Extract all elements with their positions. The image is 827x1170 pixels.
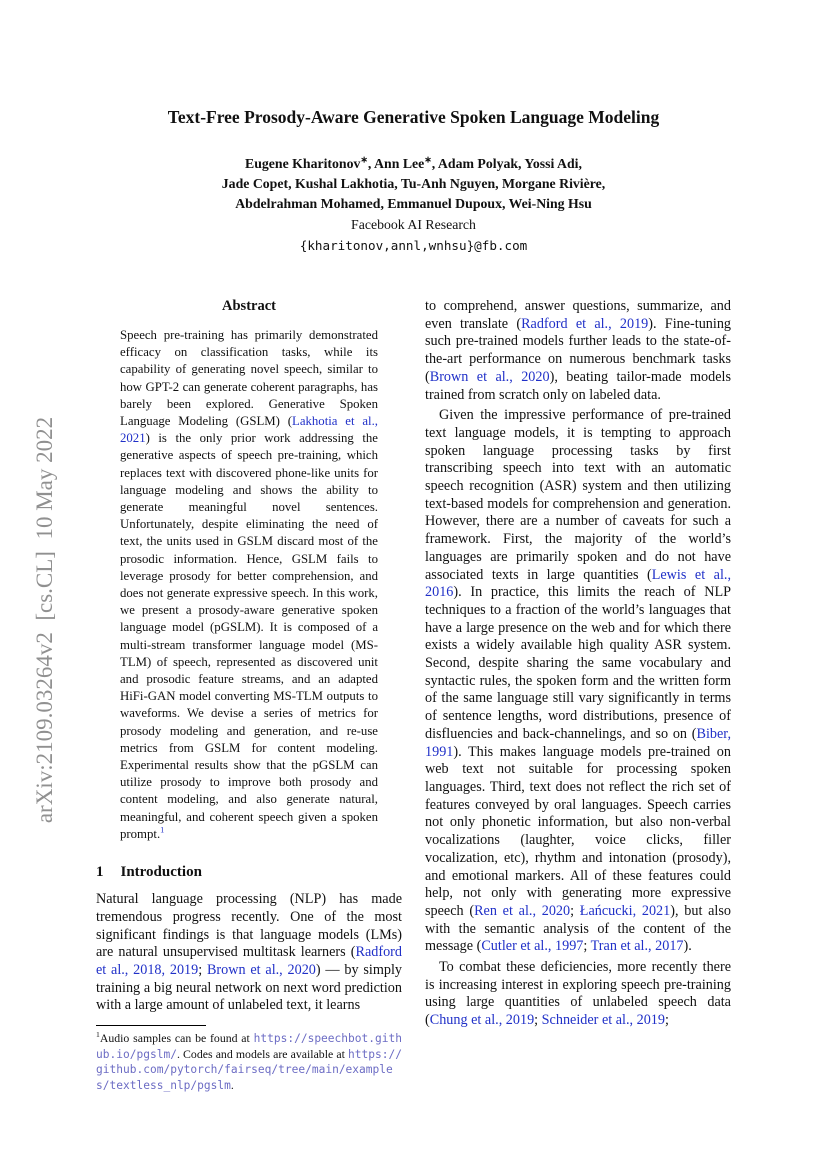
- superscript-marker: ∗: [360, 154, 368, 165]
- footnote-rule: [96, 1025, 206, 1026]
- abstract-section: [96, 298, 402, 843]
- citation-link[interactable]: Cutler et al., 1997: [481, 938, 584, 955]
- abstract-text: Speech pre-training has primarily demonstrated efficacy on classification tasks, while its capability of generating novel speech, similar to how GPT-2 can generate coherent paragraphs, has barely been explored. Generative Spoken Language Modeling (GSLM) (Lakhotia et al., 2021) is the only prior work addressing the generative aspects of speech pre-training, which replaces text with discovered phone-like units for language modeling and shows the ability to generate meaningful novel sentences. Unfortunately, despite eliminating the need of text, the units used in GSLM discard most of the prosodic information. Hence, GSLM fails to leverage prosody for better comprehension, and does not generate expressive speech. In this work, we present a prosody-aware generative spoken language model (pGSLM). It is composed of a multi-stream transformer language model (MS-TLM) of speech, represented as discovered unit and prosodic feature streams, and an adapted HiFi-GAN model converting MS-TLM outputs to waveforms. We devise a series of metrics for prosody modeling and generation, and re-use metrics from GSLM for content modeling. Experimental results show that the pGSLM can utilize prosody to improve both prosody and content modeling, and also generate natural, meaningful, and coherent speech given a spoken prompt.$^1$: [120, 328, 378, 841]
- paragraph: to comprehend, answer questions, summarize, and even translate (Radford et al., 2019). Fine-tuning such pre-trained models further leads to the state-of-the-art performance on numerous benchmark tasks (Brown et al., 2020), beating tailor-made models trained from scratch only on labeled data.: [425, 298, 732, 403]
- footnote-text: $^1$Audio samples can be found at https://speechbot.github.io/pgslm/. Codes and models are available at https://github.com/pytorch/fairseq/tree/main/examples/textless_nlp/pgslm.: [96, 1030, 402, 1092]
- citation-link[interactable]: Brown et al., 2020: [206, 961, 316, 978]
- arxiv-watermark: arXiv:2109.03264v2 [cs.CL] 10 May 2022: [32, 416, 57, 824]
- citation-link[interactable]: 1: [160, 825, 165, 835]
- paper-header: [0, 0, 827, 255]
- two-column-body: [0, 298, 827, 1093]
- citation-link[interactable]: Radford et al., 2018, 2019: [96, 944, 402, 978]
- url-link[interactable]: https://github.com/pytorch/fairseq/tree/main/examples/textless_nlp/pgslm: [96, 1047, 402, 1092]
- affiliation: Facebook AI Research: [351, 217, 476, 232]
- citation-link[interactable]: Schneider et al., 2019: [541, 1012, 665, 1029]
- paragraph: To combat these deficiencies, more recently there is increasing interest in exploring speech pre-training using large quantities of unlabeled speech data (Chung et al., 2019; Schneider et al., 2019;: [425, 959, 731, 1029]
- paper-title: Text-Free Prosody-Aware Generative Spoken Language Modeling: [167, 107, 660, 127]
- superscript-marker: 1: [96, 1030, 100, 1040]
- footnote-block: [96, 1025, 402, 1093]
- citation-link[interactable]: Lewis et al., 2016: [425, 566, 731, 601]
- citation-link[interactable]: Chung et al., 2019: [429, 1012, 535, 1029]
- author-line: Eugene Kharitonov∗, Ann Lee∗, Adam Polyak, Yossi Adi,: [245, 154, 582, 171]
- author-line: Abdelrahman Mohamed, Emmanuel Dupoux, Wei-Ning Hsu: [235, 196, 592, 211]
- section-number: 1: [96, 864, 104, 881]
- citation-link[interactable]: Ren et al., 2020: [474, 902, 571, 919]
- author-line: Jade Copet, Kushal Lakhotia, Tu-Anh Nguyen, Morgane Rivière,: [221, 176, 606, 191]
- citation-link[interactable]: Brown et al., 2020: [429, 368, 550, 385]
- intro-paragraph: Natural language processing (NLP) has made tremendous progress recently. One of the most significant findings is that language models (LMs) are natural unsupervised multitask learners (Radford et al., 2018, 2019; Brown et al., 2020) — by simply training a big neural network on next word prediction with a large amount of unlabeled text, it learns: [96, 891, 402, 1014]
- citation-link[interactable]: Radford et al., 2019: [521, 315, 649, 332]
- author-emails: {kharitonov,annl,wnhsu}@fb.com: [299, 238, 528, 253]
- right-column: [425, 298, 731, 1093]
- citation-link[interactable]: Lakhotia et al., 2021: [120, 414, 378, 446]
- left-column: [96, 298, 402, 1093]
- citation-link[interactable]: Tran et al., 2017: [590, 938, 684, 955]
- abstract-heading: Abstract: [222, 298, 276, 314]
- superscript-marker: ∗: [424, 154, 432, 165]
- url-link[interactable]: https://speechbot.github.io/pgslm/: [96, 1032, 402, 1061]
- section-title: Introduction: [120, 864, 202, 881]
- citation-link[interactable]: Biber, 1991: [425, 725, 731, 760]
- section-heading-introduction: [96, 864, 402, 881]
- paragraph: Given the impressive performance of pre-trained text language models, it is tempting to approach spoken language processing tasks by first transcribing speech into text with an automatic speech recognition (ASR) system and then utilizing text-based models for comprehension and generation. However, there are a number of caveats for such a framework. First, the majority of the world’s languages are primarily spoken and do not have associated texts in large quantities (Lewis et al., 2016). In practice, this limits the reach of NLP techniques to a fraction of the world’s languages that have a large presence on the web and for which there exists a widely available high quality ASR system. Second, despite sharing the same vocabulary and syntactic rules, the spoken form and the written form of the same language still vary significantly in terms of sentence lengths, word distributions, presence of disfluencies and back-channelings, and so on (Biber, 1991). This makes language models pre-trained on web text not suitable for processing spoken languages. Third, text does not reflect the rich set of features conveyed by oral languages. Speech carries not only phonetic information, but also non-verbal vocalizations (laughter, voice clicks, filler vocalization, etc), rhythm and intonation (prosody), and emotional markers. All of these features could help, not only with generating more expressive speech (Ren et al., 2020; Łańcucki, 2021), but also with the semantic analysis of the content of the message (Cutler et al., 1997; Tran et al., 2017).: [425, 407, 731, 955]
- author-block: [0, 154, 827, 214]
- citation-link[interactable]: Łańcucki, 2021: [579, 902, 671, 919]
